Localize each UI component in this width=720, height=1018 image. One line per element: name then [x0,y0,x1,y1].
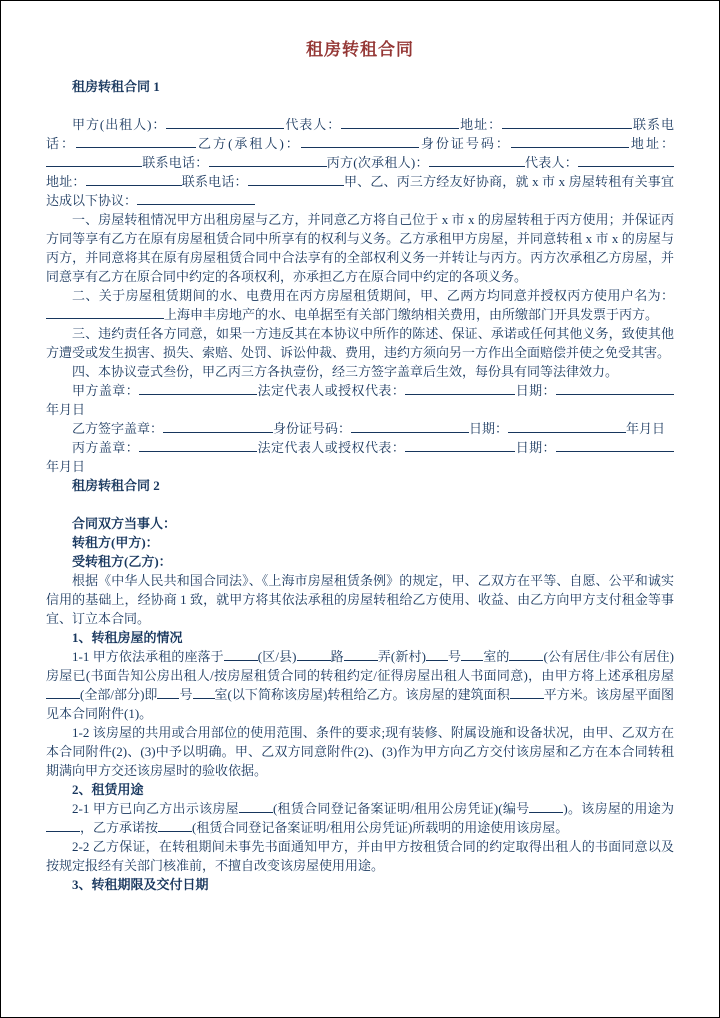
blank-line [556,440,674,452]
contract-parties-label: 合同双方当事人： [72,516,177,531]
blank-line [46,307,164,319]
clause-1: 一、房屋转租情况甲方出租房屋与乙方，并同意乙方将自己位于 x 市 x 的房屋转租于丙方使用；并保证丙方同等享有乙方在原有房屋租赁合同中所享有的权利与义务。乙方承租甲方房屋，并同意转租 x 市 x 的房屋与丙方，并同意将其在原有房屋租赁合同中合法享有的全部权利义务一并转让与丙方。丙方次承租乙方房屋，并同意享有乙方在原合同中约定的各项权利，亦承担乙方在原合同中约定的各项义务。 [46,212,674,284]
blank-line [76,136,196,148]
clause-1-2: 1-2 该房屋的共用或合用部位的使用范围、条件的要求;现有装修、附属设施和设备状况，由甲、乙双方在本合同附件(2)、(3)中予以明确。甲、乙双方同意附件(2)、(3)作为甲方向乙方交付该房屋和乙方在本合同转租期满向甲方交还该房屋时的验收依据。 [46,725,674,778]
document-body [46,77,674,894]
blank-line [209,155,327,167]
blank-line [508,421,626,433]
clause-2-2: 2-2 乙方保证，在转租期间未事先书面通知甲方，并由甲方按租赁合同的约定取得出租人的书面同意以及按规定报经有关部门核准前，不擅自改变该房屋使用用途。 [46,839,674,873]
section-2-heading: 2、租赁用途 [72,782,144,797]
signature-party-b: 乙方签字盖章： 身份证号码： 日期： 年月日 [72,421,666,436]
section-1-heading: 1、转租房屋的情况 [72,630,183,645]
blank-line [139,440,257,452]
contract-1-heading: 租房转租合同 1 [72,79,160,94]
clause-4: 四、本协议壹式叁份，甲乙丙三方各执壹份，经三方签字盖章后生效，每份具有同等法律效力。 [72,364,619,379]
clause-1-1: 1-1 甲方依法承租的座落于 (区/县) 路 弄(新村) 号 室的 (公有居住/非公有居住)房屋已(书面告知公房出租人/按房屋租赁合同的转租约定/征得房屋出租人书面同意)，由甲方将上述承租房屋(全部/部分)即 号 室(以下简称该房屋)转租给乙方。该房屋的建筑面积 平方米。该房屋平面图见本合同附件(1)。 [46,649,674,721]
blank-line [137,193,255,205]
blank-line [405,440,515,452]
contract-2-heading: 租房转租合同 2 [72,478,160,493]
blank-line [86,174,182,186]
blank-line [405,383,515,395]
clause-3: 三、违约责任各方同意，如果一方违反其在本协议中所作的陈述、保证、承诺或任何其他义务，致使其他方遭受或发生损害、损失、索赔、处罚、诉讼仲裁、费用，违约方须向另一方作出全面赔偿并使之免受其害。 [46,326,674,360]
blank-spacer [46,96,674,115]
blank-line [166,117,284,129]
sublessor-label: 转租方(甲方)： [72,535,159,550]
blank-line [578,155,674,167]
blank-line [461,649,483,661]
blank-line [344,649,378,661]
blank-line [224,649,258,661]
blank-line [297,649,331,661]
blank-line [46,155,142,167]
signature-party-a: 甲方盖章： 法定代表人或授权代表： 日期：年月日 [46,381,674,419]
document-title: 租房转租合同 [306,40,414,59]
blank-line [301,136,419,148]
signature-party-c: 丙方盖章： 法定代表人或授权代表： 日期：年月日 [46,438,674,476]
blank-line [511,136,629,148]
parties-paragraph: 甲方(出租人)： 代表人： 地址： 联系电话： 乙方(承租人)： 身份证号码： 地址：联系电话： 丙方(次承租人)： 代表人：地址： 联系电话： 甲、乙、丙三方经友好协商，就 x 市 x 房屋转租有关事宜达成以下协议： [46,117,674,208]
blank-line [46,687,80,699]
blank-line [239,801,273,813]
blank-line [556,383,674,395]
blank-line [248,174,344,186]
blank-line [163,421,273,433]
clause-2: 二、关于房屋租赁期间的水、电费用在丙方房屋租赁期间，甲、乙两方均同意并授权丙方使用户名为：上海申丰房地产的水、电单据至有关部门缴纳相关费用，由所缴部门开具发票于丙方。 [46,286,674,324]
sublessee-label: 受转租方(乙方)： [72,554,172,569]
blank-line [341,117,459,129]
blank-line [510,687,544,699]
blank-line [139,383,257,395]
blank-line [426,649,448,661]
blank-line [351,421,469,433]
blank-line [529,801,563,813]
blank-spacer [46,495,674,514]
blank-line [509,649,543,661]
preamble-paragraph: 根据《中华人民共和国合同法》、《上海市房屋租赁条例》的规定，甲、乙双方在平等、自愿、公平和诚实信用的基础上，经协商 1 致，就甲方将其依法承租的房屋转租给乙方使用、收益、由乙方向甲方支付租金等事宜、订立本合同。 [46,573,674,626]
blank-line [193,687,215,699]
section-3-heading: 3、转租期限及交付日期 [72,877,209,892]
blank-line [502,117,632,129]
clause-2-1: 2-1 甲方已向乙方出示该房屋 (租赁合同登记备案证明/租用公房凭证)(编号 )。该房屋的用途为，乙方承诺按 (租赁合同登记备案证明/租用公房凭证)所载明的用途使用该房屋。 [46,799,674,837]
blank-line [46,820,80,832]
blank-line [158,820,192,832]
blank-line [429,155,525,167]
blank-line [157,687,179,699]
